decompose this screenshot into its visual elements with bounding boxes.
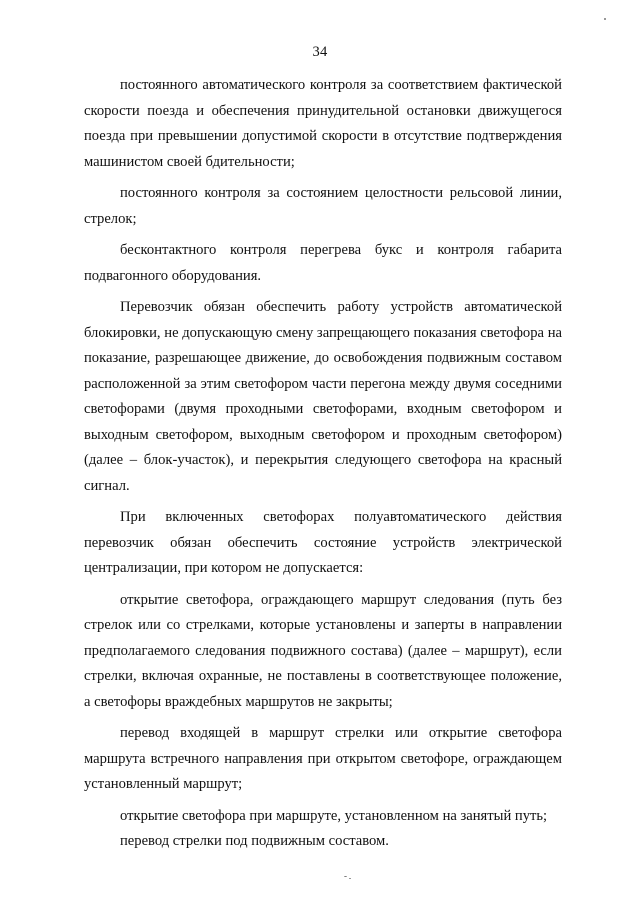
page-number: 34 — [312, 44, 328, 60]
paragraph-signal-opening-prohibition: открытие светофора, ограждающего маршрут следования (путь без стрелок или со стрелками, которые установлены и заперты в направлении предполагаемого следования подвижного состава) (далее – маршрут), если стрелки, включая охранные, не поставлены в соответствующее положение, а светофоры враждебных маршрутов не закрыты; — [84, 591, 562, 710]
paragraph-switch-transfer-prohibition: перевод входящей в маршрут стрелки или открытие светофора маршрута встречного направления при открытом светофоре, ограждающем установленный маршрут; — [84, 725, 562, 792]
paragraph-automatic-block-requirement: Перевозчик обязан обеспечить работу устройств автоматической блокировки, не допускающую смену запрещающего показания светофора на показание, разрешающее движение, до освобождения подвижным составом расположенной за этим светофором части перегона между двумя соседними светофорами (двумя проходными светофорами, входным светофором и выходным светофором, выходным светофором и проходным светофором) (далее – блок-участок), и перекрытия следующего светофора на красный сигнал. — [84, 299, 562, 494]
scan-speck — [604, 18, 606, 20]
paragraph-occupied-track-prohibition: открытие светофора при маршруте, установленном на занятый путь; — [120, 807, 548, 824]
paragraph-semi-automatic-signals: При включенных светофорах полуавтоматического действия перевозчик обязан обеспечить состояние устройств электрической централизации, при котором не допускается: — [84, 509, 562, 576]
scan-speck — [349, 878, 351, 879]
paragraph-switch-under-rolling-stock: перевод стрелки под подвижным составом. — [120, 833, 389, 849]
paragraph-continuous-speed-control: постоянного автоматического контроля за соответствием фактической скорости поезда и обеспечения принудительной остановки движущегося поезда при превышении допустимой скорости в отсутствие подтверждения машинистом своей бдительности; — [84, 77, 562, 170]
paragraph-rail-integrity-control: постоянного контроля за состоянием целостности рельсовой линии, стрелок; — [84, 185, 562, 227]
scan-speck — [344, 876, 347, 877]
document-body — [84, 73, 562, 855]
paragraph-axle-box-overheat-control: бесконтактного контроля перегрева букс и контроля габарита подвагонного оборудования. — [84, 242, 562, 284]
